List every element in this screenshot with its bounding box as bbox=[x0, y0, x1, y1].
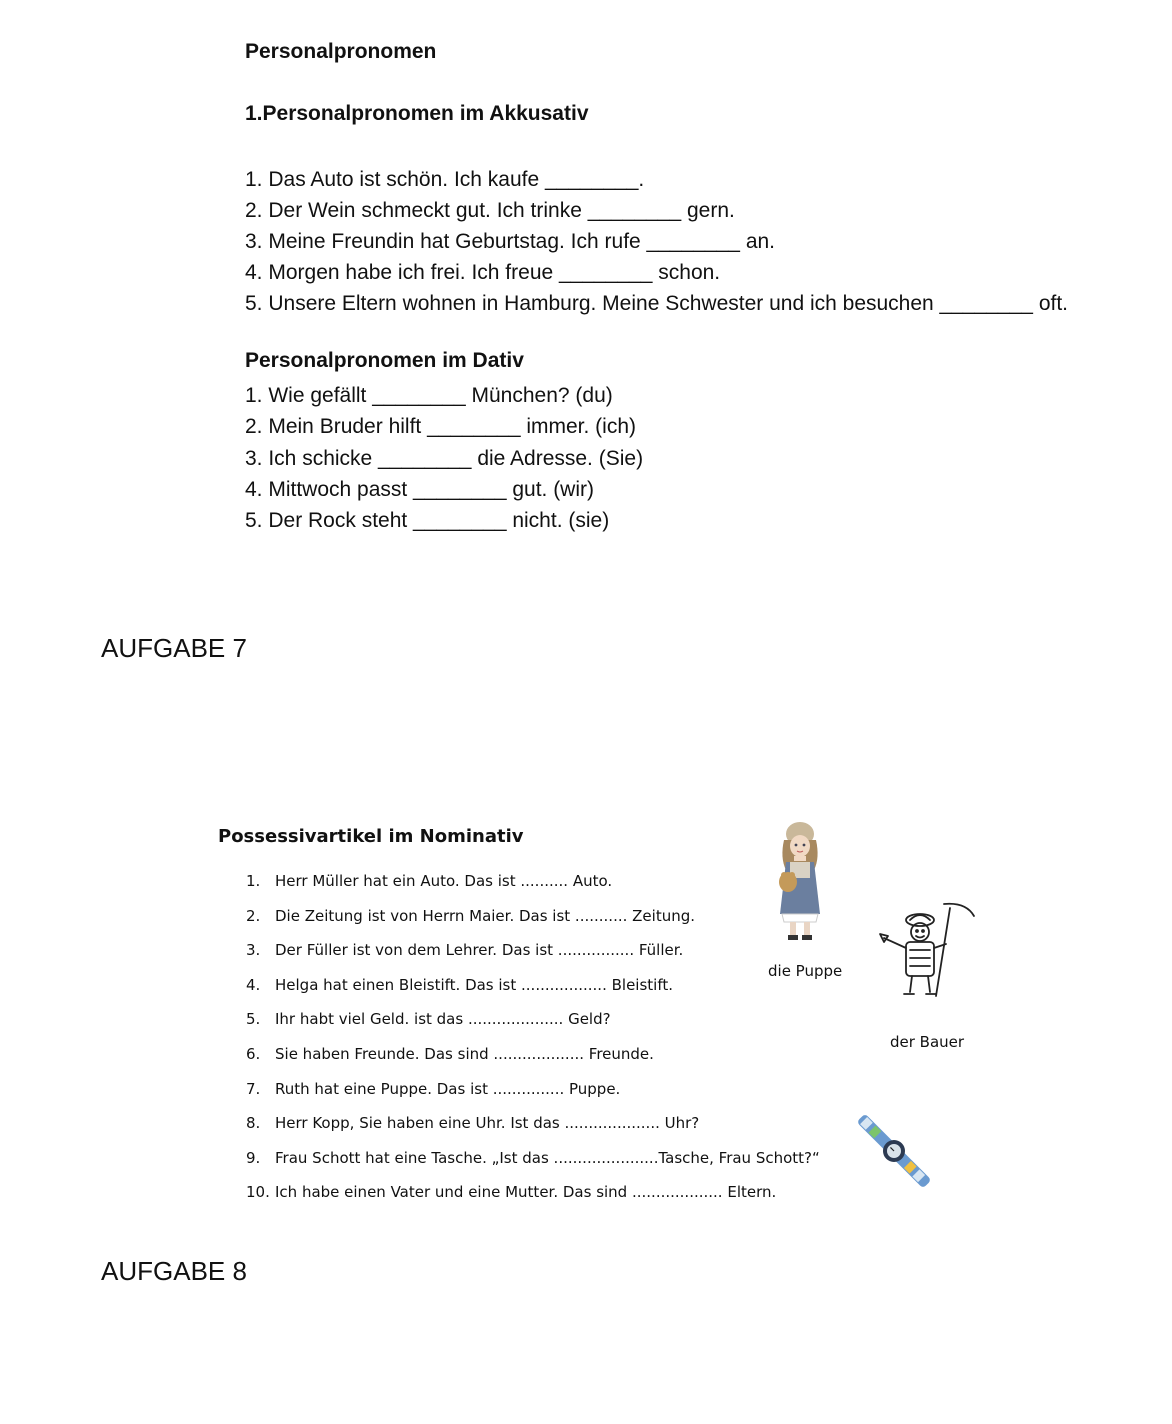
doll-caption: die Puppe bbox=[768, 962, 843, 980]
exercise-item: 1. Wie gefällt ________ München? (du) bbox=[245, 384, 613, 407]
exercise-item: 1. Herr Müller hat ein Auto. Das ist .......... Auto. bbox=[246, 872, 613, 890]
exercise-item: 3. Meine Freundin hat Geburtstag. Ich rufe ________ an. bbox=[245, 230, 776, 253]
aufgabe-7-heading: AUFGABE 7 bbox=[101, 633, 247, 663]
exercise-item: 1. Das Auto ist schön. Ich kaufe ________. bbox=[245, 168, 645, 191]
section-dativ-heading: Personalpronomen im Dativ bbox=[245, 349, 524, 372]
farmer-icon bbox=[876, 898, 980, 1002]
exercise-item: 2. Der Wein schmeckt gut. Ich trinke ________ gern. bbox=[245, 199, 735, 222]
exercise-item: 5. Unsere Eltern wohnen in Hamburg. Meine Schwester und ich besuchen ________ oft. bbox=[245, 292, 1068, 315]
exercise-item: 5. Der Rock steht ________ nicht. (sie) bbox=[245, 509, 610, 533]
possessiv-exercise-list bbox=[246, 864, 820, 1210]
exercise-item: 7. Ruth hat eine Puppe. Das ist ............... Puppe. bbox=[246, 1079, 621, 1098]
exercise-item: 4. Mittwoch passt ________ gut. (wir) bbox=[245, 477, 595, 501]
wristwatch-icon bbox=[846, 1104, 942, 1198]
exercise-item: 3. Ich schicke ________ die Adresse. (Sie) bbox=[245, 446, 644, 470]
exercise-item: 10. Ich habe einen Vater und eine Mutter. Das sind ................... Eltern. bbox=[246, 1183, 777, 1202]
possessiv-heading: Possessivartikel im Nominativ bbox=[218, 826, 524, 847]
exercise-item: 4. Morgen habe ich frei. Ich freue ________ schon. bbox=[245, 261, 721, 284]
exercise-item: 8. Herr Kopp, Sie haben eine Uhr. Ist das .................... Uhr? bbox=[246, 1114, 700, 1133]
worksheet-title: Personalpronomen bbox=[245, 40, 437, 63]
exercise-item: 3. Der Füller ist von dem Lehrer. Das ist ................ Füller. bbox=[246, 941, 684, 960]
section-akkusativ-heading: 1.Personalpronomen im Akkusativ bbox=[245, 102, 589, 125]
exercise-item: 2. Mein Bruder hilft ________ immer. (ich) bbox=[245, 415, 637, 439]
exercise-item: 2. Die Zeitung ist von Herrn Maier. Das ist ........... Zeitung. bbox=[246, 906, 696, 925]
exercise-item: 5. Ihr habt viel Geld. ist das .................... Geld? bbox=[246, 1010, 611, 1029]
exercise-item: 4. Helga hat einen Bleistift. Das ist .................. Bleistift. bbox=[246, 975, 673, 994]
doll-icon bbox=[760, 818, 842, 944]
aufgabe-8-heading: AUFGABE 8 bbox=[101, 1256, 247, 1286]
akkusativ-exercise-list bbox=[245, 164, 1068, 319]
dativ-exercise-list bbox=[245, 380, 643, 536]
farmer-caption: der Bauer bbox=[890, 1033, 965, 1051]
exercise-item: 6. Sie haben Freunde. Das sind ................... Freunde. bbox=[246, 1044, 654, 1063]
exercise-item: 9. Frau Schott hat eine Tasche. „Ist das ......................Tasche, Frau Schott?“ bbox=[246, 1148, 820, 1167]
